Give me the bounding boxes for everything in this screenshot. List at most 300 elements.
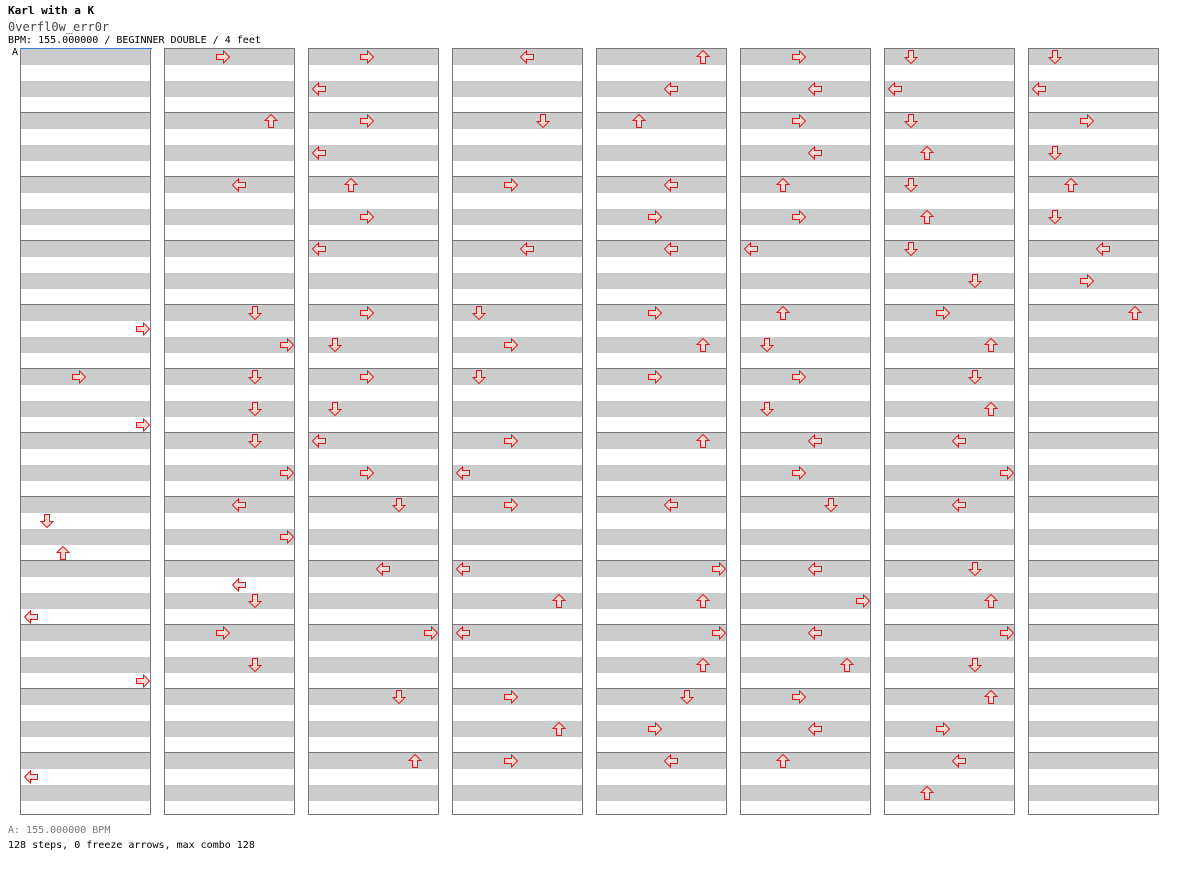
bpm-marker: A (12, 47, 19, 58)
row-band (453, 49, 582, 65)
row-band (453, 529, 582, 545)
right-arrow-icon (791, 209, 807, 225)
row-band (597, 241, 726, 257)
right-arrow-icon (791, 113, 807, 129)
left-arrow-icon (743, 241, 759, 257)
row-band (597, 689, 726, 705)
down-arrow-icon (1047, 145, 1063, 161)
up-arrow-icon (983, 593, 999, 609)
row-band (741, 497, 870, 513)
row-band (885, 81, 1014, 97)
up-arrow-icon (263, 113, 279, 129)
row-band (165, 369, 294, 385)
left-arrow-icon (231, 497, 247, 513)
right-arrow-icon (791, 689, 807, 705)
left-arrow-icon (663, 241, 679, 257)
measure-line (741, 304, 870, 305)
down-arrow-icon (247, 369, 263, 385)
up-arrow-icon (343, 177, 359, 193)
left-arrow-icon (663, 753, 679, 769)
step-stats: 128 steps, 0 freeze arrows, max combo 128 (8, 840, 255, 851)
row-band (597, 497, 726, 513)
row-band (309, 561, 438, 577)
down-arrow-icon (247, 305, 263, 321)
down-arrow-icon (1047, 209, 1063, 225)
measure-line (597, 688, 726, 689)
measure-line (165, 752, 294, 753)
down-arrow-icon (247, 433, 263, 449)
left-arrow-icon (1031, 81, 1047, 97)
measure-line (21, 432, 150, 433)
measure-line (453, 560, 582, 561)
row-band (885, 785, 1014, 801)
measure-line (165, 304, 294, 305)
row-band (309, 177, 438, 193)
chart-info: BPM: 155.000000 / BEGINNER DOUBLE / 4 feet (8, 35, 261, 46)
row-band (165, 273, 294, 289)
right-arrow-icon (503, 433, 519, 449)
right-arrow-icon (791, 49, 807, 65)
row-band (741, 273, 870, 289)
measure-line (741, 624, 870, 625)
right-arrow-icon (647, 369, 663, 385)
measure-line (309, 176, 438, 177)
row-band (21, 785, 150, 801)
row-band (453, 241, 582, 257)
bpm-change-line (20, 48, 152, 49)
row-band (741, 177, 870, 193)
left-arrow-icon (951, 753, 967, 769)
row-band (453, 401, 582, 417)
down-arrow-icon (759, 401, 775, 417)
row-band (21, 209, 150, 225)
row-band (885, 497, 1014, 513)
row-band (885, 273, 1014, 289)
row-band (1029, 689, 1158, 705)
row-band (21, 49, 150, 65)
row-band (1029, 369, 1158, 385)
measure-line (21, 304, 150, 305)
row-band (1029, 593, 1158, 609)
measure-line (165, 688, 294, 689)
down-arrow-icon (903, 177, 919, 193)
row-band (741, 561, 870, 577)
measure-line (597, 752, 726, 753)
row-band (21, 657, 150, 673)
measure-line (741, 560, 870, 561)
row-band (309, 657, 438, 673)
row-band (309, 593, 438, 609)
row-band (1029, 721, 1158, 737)
row-band (309, 145, 438, 161)
left-arrow-icon (311, 145, 327, 161)
row-band (165, 561, 294, 577)
row-band (309, 81, 438, 97)
row-band (1029, 561, 1158, 577)
measure-line (165, 240, 294, 241)
left-arrow-icon (663, 497, 679, 513)
down-arrow-icon (823, 497, 839, 513)
measure-line (453, 240, 582, 241)
measure-line (597, 624, 726, 625)
row-band (597, 625, 726, 641)
right-arrow-icon (711, 625, 727, 641)
row-band (165, 305, 294, 321)
measure-line (309, 496, 438, 497)
row-band (165, 593, 294, 609)
row-band (309, 689, 438, 705)
right-arrow-icon (359, 209, 375, 225)
right-arrow-icon (855, 593, 871, 609)
row-band (165, 465, 294, 481)
row-band (165, 145, 294, 161)
measure-line (885, 624, 1014, 625)
row-band (21, 241, 150, 257)
measure-line (597, 560, 726, 561)
up-arrow-icon (695, 49, 711, 65)
left-arrow-icon (311, 81, 327, 97)
measure-line (741, 240, 870, 241)
bpm-legend: A: 155.000000 BPM (8, 825, 111, 836)
row-band (165, 721, 294, 737)
down-arrow-icon (903, 49, 919, 65)
up-arrow-icon (695, 657, 711, 673)
down-arrow-icon (967, 657, 983, 673)
row-band (1029, 657, 1158, 673)
row-band (741, 753, 870, 769)
right-arrow-icon (503, 497, 519, 513)
measure-line (1029, 752, 1158, 753)
right-arrow-icon (215, 49, 231, 65)
right-arrow-icon (135, 417, 151, 433)
row-band (21, 689, 150, 705)
row-band (741, 721, 870, 737)
row-band (165, 177, 294, 193)
right-arrow-icon (647, 209, 663, 225)
row-band (453, 657, 582, 673)
row-band (597, 785, 726, 801)
row-band (1029, 785, 1158, 801)
measure-line (1029, 688, 1158, 689)
row-band (885, 561, 1014, 577)
right-arrow-icon (135, 321, 151, 337)
down-arrow-icon (39, 513, 55, 529)
row-band (1029, 177, 1158, 193)
row-band (165, 81, 294, 97)
measure-line (21, 688, 150, 689)
measure-line (309, 240, 438, 241)
right-arrow-icon (935, 721, 951, 737)
row-band (309, 433, 438, 449)
left-arrow-icon (311, 433, 327, 449)
row-band (309, 785, 438, 801)
row-band (597, 177, 726, 193)
left-arrow-icon (23, 609, 39, 625)
up-arrow-icon (551, 593, 567, 609)
down-arrow-icon (759, 337, 775, 353)
row-band (453, 81, 582, 97)
measure-line (741, 496, 870, 497)
left-arrow-icon (231, 577, 247, 593)
row-band (21, 113, 150, 129)
row-band (21, 401, 150, 417)
row-band (453, 561, 582, 577)
down-arrow-icon (471, 369, 487, 385)
measure-line (453, 112, 582, 113)
up-arrow-icon (695, 337, 711, 353)
row-band (21, 81, 150, 97)
right-arrow-icon (503, 177, 519, 193)
down-arrow-icon (327, 337, 343, 353)
measure-line (21, 560, 150, 561)
row-band (597, 81, 726, 97)
row-band (597, 145, 726, 161)
row-band (165, 209, 294, 225)
right-arrow-icon (279, 337, 295, 353)
row-band (21, 561, 150, 577)
measure-line (21, 112, 150, 113)
row-band (597, 401, 726, 417)
row-band (21, 337, 150, 353)
row-band (21, 753, 150, 769)
left-arrow-icon (887, 81, 903, 97)
row-band (741, 241, 870, 257)
row-band (453, 785, 582, 801)
row-band (309, 529, 438, 545)
left-arrow-icon (663, 177, 679, 193)
measure-line (309, 560, 438, 561)
left-arrow-icon (807, 721, 823, 737)
row-band (885, 209, 1014, 225)
right-arrow-icon (999, 625, 1015, 641)
right-arrow-icon (999, 465, 1015, 481)
measure-line (309, 624, 438, 625)
up-arrow-icon (55, 545, 71, 561)
row-band (1029, 465, 1158, 481)
song-artist: Karl with a K (8, 4, 95, 17)
left-arrow-icon (807, 561, 823, 577)
row-band (453, 145, 582, 161)
row-band (885, 433, 1014, 449)
up-arrow-icon (775, 177, 791, 193)
row-band (885, 657, 1014, 673)
right-arrow-icon (503, 337, 519, 353)
row-band (597, 753, 726, 769)
row-band (741, 593, 870, 609)
measure-line (165, 496, 294, 497)
right-arrow-icon (1079, 273, 1095, 289)
right-arrow-icon (935, 305, 951, 321)
down-arrow-icon (967, 369, 983, 385)
down-arrow-icon (471, 305, 487, 321)
row-band (309, 273, 438, 289)
row-band (453, 113, 582, 129)
row-band (21, 145, 150, 161)
up-arrow-icon (919, 209, 935, 225)
row-band (165, 401, 294, 417)
up-arrow-icon (551, 721, 567, 737)
left-arrow-icon (807, 145, 823, 161)
row-band (1029, 337, 1158, 353)
left-arrow-icon (807, 625, 823, 641)
row-band (21, 465, 150, 481)
measure-line (885, 752, 1014, 753)
left-arrow-icon (951, 433, 967, 449)
chart-column (1028, 48, 1159, 815)
right-arrow-icon (135, 673, 151, 689)
up-arrow-icon (1127, 305, 1143, 321)
row-band (165, 689, 294, 705)
row-band (885, 529, 1014, 545)
left-arrow-icon (951, 497, 967, 513)
row-band (1029, 529, 1158, 545)
row-band (1029, 625, 1158, 641)
row-band (1029, 241, 1158, 257)
left-arrow-icon (519, 241, 535, 257)
measure-line (1029, 560, 1158, 561)
measure-line (597, 176, 726, 177)
row-band (165, 529, 294, 545)
down-arrow-icon (679, 689, 695, 705)
measure-line (1029, 624, 1158, 625)
row-band (1029, 401, 1158, 417)
right-arrow-icon (359, 113, 375, 129)
row-band (21, 177, 150, 193)
up-arrow-icon (919, 785, 935, 801)
row-band (309, 497, 438, 513)
measure-line (165, 432, 294, 433)
down-arrow-icon (247, 657, 263, 673)
row-band (21, 625, 150, 641)
row-band (165, 433, 294, 449)
chart-column (164, 48, 295, 815)
measure-line (1029, 432, 1158, 433)
measure-line (885, 560, 1014, 561)
row-band (741, 433, 870, 449)
left-arrow-icon (23, 769, 39, 785)
left-arrow-icon (455, 625, 471, 641)
row-band (597, 529, 726, 545)
up-arrow-icon (983, 401, 999, 417)
right-arrow-icon (503, 689, 519, 705)
right-arrow-icon (423, 625, 439, 641)
measure-line (1029, 176, 1158, 177)
up-arrow-icon (695, 593, 711, 609)
right-arrow-icon (711, 561, 727, 577)
down-arrow-icon (903, 113, 919, 129)
left-arrow-icon (663, 81, 679, 97)
row-band (21, 305, 150, 321)
down-arrow-icon (327, 401, 343, 417)
chart-column (740, 48, 871, 815)
row-band (309, 625, 438, 641)
right-arrow-icon (647, 305, 663, 321)
left-arrow-icon (455, 465, 471, 481)
left-arrow-icon (311, 241, 327, 257)
chart-column (308, 48, 439, 815)
right-arrow-icon (359, 49, 375, 65)
row-band (453, 209, 582, 225)
down-arrow-icon (247, 401, 263, 417)
measure-line (21, 176, 150, 177)
row-band (165, 785, 294, 801)
measure-line (21, 240, 150, 241)
row-band (453, 465, 582, 481)
down-arrow-icon (967, 561, 983, 577)
left-arrow-icon (375, 561, 391, 577)
left-arrow-icon (231, 177, 247, 193)
right-arrow-icon (279, 465, 295, 481)
measure-line (1029, 496, 1158, 497)
right-arrow-icon (791, 369, 807, 385)
chart-column (596, 48, 727, 815)
right-arrow-icon (791, 465, 807, 481)
measure-line (1029, 368, 1158, 369)
up-arrow-icon (1063, 177, 1079, 193)
row-band (165, 497, 294, 513)
measure-line (309, 432, 438, 433)
up-arrow-icon (983, 337, 999, 353)
up-arrow-icon (775, 305, 791, 321)
row-band (1029, 753, 1158, 769)
row-band (21, 721, 150, 737)
row-band (885, 369, 1014, 385)
row-band (165, 753, 294, 769)
row-band (597, 465, 726, 481)
down-arrow-icon (967, 273, 983, 289)
down-arrow-icon (535, 113, 551, 129)
song-title: 0verfl0w_err0r (8, 20, 110, 34)
row-band (21, 273, 150, 289)
row-band (1029, 433, 1158, 449)
left-arrow-icon (807, 433, 823, 449)
up-arrow-icon (775, 753, 791, 769)
measure-line (741, 432, 870, 433)
up-arrow-icon (695, 433, 711, 449)
left-arrow-icon (519, 49, 535, 65)
measure-line (21, 496, 150, 497)
row-band (1029, 81, 1158, 97)
measure-line (453, 624, 582, 625)
row-band (885, 465, 1014, 481)
right-arrow-icon (215, 625, 231, 641)
down-arrow-icon (247, 593, 263, 609)
down-arrow-icon (903, 241, 919, 257)
left-arrow-icon (1095, 241, 1111, 257)
measure-line (165, 560, 294, 561)
row-band (885, 625, 1014, 641)
chart-column (20, 48, 151, 815)
right-arrow-icon (359, 369, 375, 385)
chart-column (884, 48, 1015, 815)
row-band (597, 561, 726, 577)
chart-column (452, 48, 583, 815)
row-band (885, 145, 1014, 161)
down-arrow-icon (1047, 49, 1063, 65)
measure-line (309, 688, 438, 689)
up-arrow-icon (407, 753, 423, 769)
row-band (309, 241, 438, 257)
up-arrow-icon (631, 113, 647, 129)
row-band (453, 625, 582, 641)
row-band (165, 241, 294, 257)
right-arrow-icon (1079, 113, 1095, 129)
row-band (597, 273, 726, 289)
row-band (741, 529, 870, 545)
row-band (453, 273, 582, 289)
measure-line (885, 368, 1014, 369)
row-band (741, 785, 870, 801)
